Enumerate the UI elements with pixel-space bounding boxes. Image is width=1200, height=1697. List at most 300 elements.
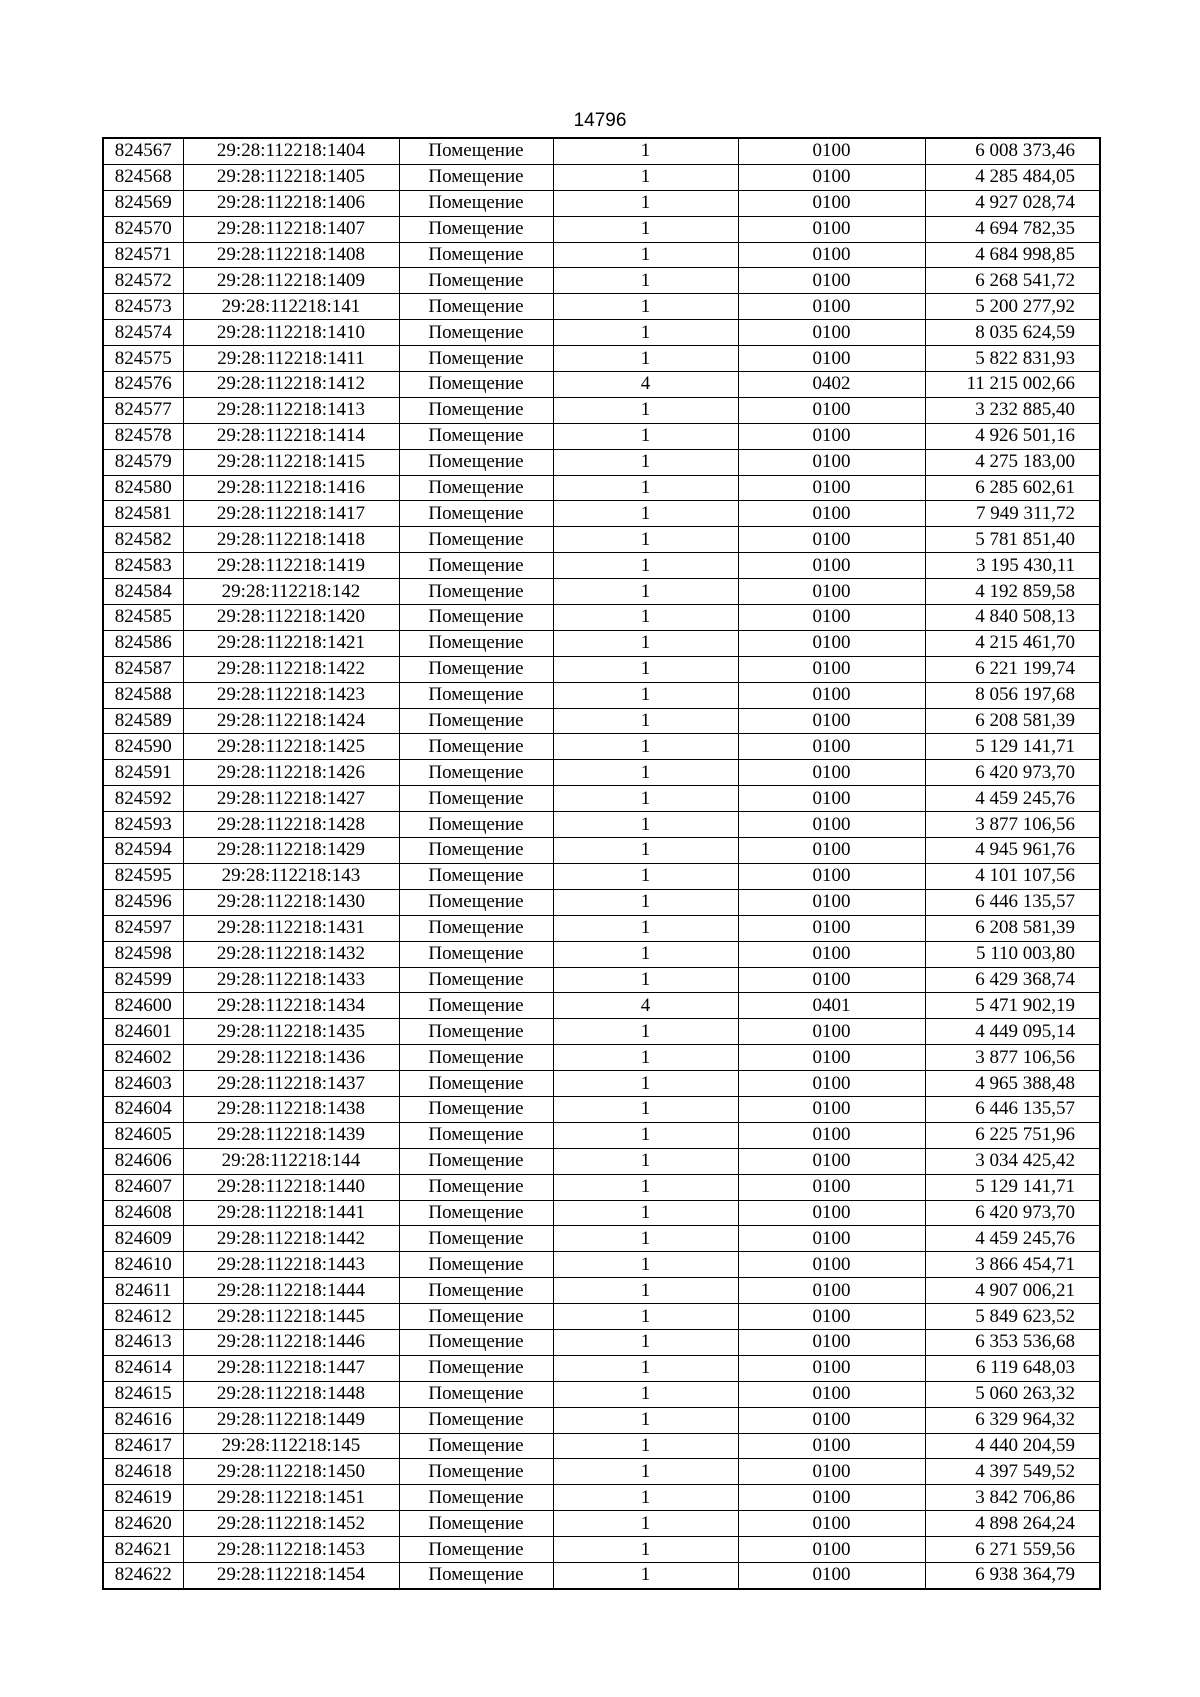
- code-cell: 0100: [738, 1407, 925, 1433]
- cadastral-number-cell: 29:28:112218:1429: [183, 838, 399, 864]
- cadastral-number-cell: 29:28:112218:1438: [183, 1096, 399, 1122]
- count-cell: 1: [553, 1045, 738, 1071]
- row-id-cell: 824613: [103, 1329, 183, 1355]
- count-cell: 1: [553, 320, 738, 346]
- row-id-cell: 824615: [103, 1381, 183, 1407]
- cadastral-number-cell: 29:28:112218:1444: [183, 1278, 399, 1304]
- object-type-cell: Помещение: [399, 1459, 553, 1485]
- value-cell: 6 446 135,57: [925, 1096, 1100, 1122]
- object-type-cell: Помещение: [399, 527, 553, 553]
- row-id-cell: 824592: [103, 786, 183, 812]
- cadastral-number-cell: 29:28:112218:1443: [183, 1252, 399, 1278]
- code-cell: 0100: [738, 708, 925, 734]
- table-row: [103, 138, 1100, 164]
- value-cell: 4 192 859,58: [925, 579, 1100, 605]
- cadastral-number-cell: 29:28:112218:1417: [183, 501, 399, 527]
- code-cell: 0100: [738, 1278, 925, 1304]
- code-cell: 0100: [738, 941, 925, 967]
- count-cell: 1: [553, 216, 738, 242]
- cadastral-number-cell: 29:28:112218:1414: [183, 423, 399, 449]
- row-id-cell: 824603: [103, 1071, 183, 1097]
- object-type-cell: Помещение: [399, 423, 553, 449]
- count-cell: 1: [553, 1278, 738, 1304]
- row-id-cell: 824620: [103, 1511, 183, 1537]
- cadastral-number-cell: 29:28:112218:1411: [183, 346, 399, 372]
- value-cell: 6 208 581,39: [925, 915, 1100, 941]
- object-type-cell: Помещение: [399, 863, 553, 889]
- code-cell: 0100: [738, 1071, 925, 1097]
- cadastral-number-cell: 29:28:112218:1451: [183, 1485, 399, 1511]
- value-cell: 3 877 106,56: [925, 1045, 1100, 1071]
- count-cell: 1: [553, 346, 738, 372]
- object-type-cell: Помещение: [399, 1329, 553, 1355]
- object-type-cell: Помещение: [399, 1407, 553, 1433]
- object-type-cell: Помещение: [399, 760, 553, 786]
- table-row: [103, 838, 1100, 864]
- count-cell: 1: [553, 656, 738, 682]
- count-cell: 1: [553, 1562, 738, 1588]
- row-id-cell: 824605: [103, 1122, 183, 1148]
- object-type-cell: Помещение: [399, 993, 553, 1019]
- cadastral-number-cell: 29:28:112218:1454: [183, 1562, 399, 1588]
- code-cell: 0100: [738, 294, 925, 320]
- table-row: [103, 889, 1100, 915]
- code-cell: 0100: [738, 268, 925, 294]
- cadastral-number-cell: 29:28:112218:1430: [183, 889, 399, 915]
- row-id-cell: 824602: [103, 1045, 183, 1071]
- table-row: [103, 1019, 1100, 1045]
- object-type-cell: Помещение: [399, 1019, 553, 1045]
- row-id-cell: 824569: [103, 190, 183, 216]
- table-row: [103, 216, 1100, 242]
- row-id-cell: 824601: [103, 1019, 183, 1045]
- code-cell: 0100: [738, 449, 925, 475]
- table-row: [103, 760, 1100, 786]
- cadastral-number-cell: 29:28:112218:1431: [183, 915, 399, 941]
- object-type-cell: Помещение: [399, 1122, 553, 1148]
- cadastral-number-cell: 29:28:112218:1415: [183, 449, 399, 475]
- row-id-cell: 824589: [103, 708, 183, 734]
- table-row: [103, 1174, 1100, 1200]
- row-id-cell: 824610: [103, 1252, 183, 1278]
- value-cell: 6 285 602,61: [925, 475, 1100, 501]
- count-cell: 1: [553, 708, 738, 734]
- code-cell: 0100: [738, 190, 925, 216]
- row-id-cell: 824606: [103, 1148, 183, 1174]
- row-id-cell: 824581: [103, 501, 183, 527]
- object-type-cell: Помещение: [399, 656, 553, 682]
- code-cell: 0100: [738, 346, 925, 372]
- table-row: [103, 475, 1100, 501]
- cadastral-number-cell: 29:28:112218:1435: [183, 1019, 399, 1045]
- code-cell: 0100: [738, 1096, 925, 1122]
- cadastral-number-cell: 29:28:112218:1419: [183, 553, 399, 579]
- value-cell: 4 684 998,85: [925, 242, 1100, 268]
- code-cell: 0100: [738, 889, 925, 915]
- value-cell: 4 898 264,24: [925, 1511, 1100, 1537]
- row-id-cell: 824585: [103, 605, 183, 631]
- count-cell: 1: [553, 1226, 738, 1252]
- value-cell: 8 056 197,68: [925, 682, 1100, 708]
- value-cell: 11 215 002,66: [925, 372, 1100, 398]
- cadastral-number-cell: 29:28:112218:1420: [183, 605, 399, 631]
- object-type-cell: Помещение: [399, 1096, 553, 1122]
- count-cell: 1: [553, 1304, 738, 1330]
- row-id-cell: 824598: [103, 941, 183, 967]
- row-id-cell: 824609: [103, 1226, 183, 1252]
- count-cell: 1: [553, 1511, 738, 1537]
- value-cell: 5 060 263,32: [925, 1381, 1100, 1407]
- value-cell: 6 420 973,70: [925, 760, 1100, 786]
- row-id-cell: 824580: [103, 475, 183, 501]
- object-type-cell: Помещение: [399, 1304, 553, 1330]
- value-cell: 6 271 559,56: [925, 1537, 1100, 1563]
- cadastral-number-cell: 29:28:112218:1445: [183, 1304, 399, 1330]
- count-cell: 1: [553, 682, 738, 708]
- count-cell: 1: [553, 786, 738, 812]
- row-id-cell: 824599: [103, 967, 183, 993]
- table-row: [103, 941, 1100, 967]
- value-cell: 4 397 549,52: [925, 1459, 1100, 1485]
- cadastral-number-cell: 29:28:112218:1448: [183, 1381, 399, 1407]
- object-type-cell: Помещение: [399, 579, 553, 605]
- cadastral-number-cell: 29:28:112218:1407: [183, 216, 399, 242]
- value-cell: 4 215 461,70: [925, 630, 1100, 656]
- row-id-cell: 824593: [103, 812, 183, 838]
- row-id-cell: 824612: [103, 1304, 183, 1330]
- value-cell: 6 429 368,74: [925, 967, 1100, 993]
- cadastral-number-cell: 29:28:112218:142: [183, 579, 399, 605]
- table-row: [103, 915, 1100, 941]
- cadastral-number-cell: 29:28:112218:1447: [183, 1355, 399, 1381]
- table-row: [103, 346, 1100, 372]
- table-row: [103, 1071, 1100, 1097]
- value-cell: 5 471 902,19: [925, 993, 1100, 1019]
- row-id-cell: 824622: [103, 1562, 183, 1588]
- cadastral-number-cell: 29:28:112218:144: [183, 1148, 399, 1174]
- object-type-cell: Помещение: [399, 1148, 553, 1174]
- count-cell: 1: [553, 1019, 738, 1045]
- table-row: [103, 1304, 1100, 1330]
- row-id-cell: 824572: [103, 268, 183, 294]
- cadastral-number-cell: 29:28:112218:1452: [183, 1511, 399, 1537]
- cadastral-number-cell: 29:28:112218:1424: [183, 708, 399, 734]
- object-type-cell: Помещение: [399, 190, 553, 216]
- object-type-cell: Помещение: [399, 1381, 553, 1407]
- row-id-cell: 824614: [103, 1355, 183, 1381]
- row-id-cell: 824584: [103, 579, 183, 605]
- value-cell: 4 459 245,76: [925, 1226, 1100, 1252]
- count-cell: 1: [553, 967, 738, 993]
- code-cell: 0100: [738, 242, 925, 268]
- table-row: [103, 242, 1100, 268]
- cadastral-number-cell: 29:28:112218:1416: [183, 475, 399, 501]
- cadastral-number-cell: 29:28:112218:1426: [183, 760, 399, 786]
- code-cell: 0100: [738, 1355, 925, 1381]
- count-cell: 1: [553, 449, 738, 475]
- code-cell: 0100: [738, 760, 925, 786]
- object-type-cell: Помещение: [399, 1562, 553, 1588]
- code-cell: 0100: [738, 527, 925, 553]
- cadastral-number-cell: 29:28:112218:1412: [183, 372, 399, 398]
- count-cell: 1: [553, 242, 738, 268]
- row-id-cell: 824590: [103, 734, 183, 760]
- table-row: [103, 630, 1100, 656]
- table-row: [103, 812, 1100, 838]
- cadastral-number-cell: 29:28:112218:1446: [183, 1329, 399, 1355]
- object-type-cell: Помещение: [399, 734, 553, 760]
- table-row: [103, 553, 1100, 579]
- table-row: [103, 1537, 1100, 1563]
- table-row: [103, 1407, 1100, 1433]
- cadastral-number-cell: 29:28:112218:1404: [183, 138, 399, 164]
- code-cell: 0100: [738, 656, 925, 682]
- count-cell: 1: [553, 1096, 738, 1122]
- count-cell: 1: [553, 1122, 738, 1148]
- value-cell: 7 949 311,72: [925, 501, 1100, 527]
- object-type-cell: Помещение: [399, 216, 553, 242]
- code-cell: 0100: [738, 1019, 925, 1045]
- object-type-cell: Помещение: [399, 967, 553, 993]
- object-type-cell: Помещение: [399, 294, 553, 320]
- count-cell: 1: [553, 1071, 738, 1097]
- code-cell: 0100: [738, 630, 925, 656]
- code-cell: 0100: [738, 734, 925, 760]
- row-id-cell: 824616: [103, 1407, 183, 1433]
- cadastral-number-cell: 29:28:112218:1423: [183, 682, 399, 708]
- code-cell: 0100: [738, 216, 925, 242]
- value-cell: 3 232 885,40: [925, 397, 1100, 423]
- cadastral-number-cell: 29:28:112218:141: [183, 294, 399, 320]
- table-row: [103, 708, 1100, 734]
- object-type-cell: Помещение: [399, 1537, 553, 1563]
- row-id-cell: 824577: [103, 397, 183, 423]
- row-id-cell: 824621: [103, 1537, 183, 1563]
- count-cell: 1: [553, 1407, 738, 1433]
- count-cell: 1: [553, 630, 738, 656]
- value-cell: 4 459 245,76: [925, 786, 1100, 812]
- table-row: [103, 320, 1100, 346]
- table-row: [103, 1459, 1100, 1485]
- row-id-cell: 824619: [103, 1485, 183, 1511]
- table-row: [103, 786, 1100, 812]
- count-cell: 1: [553, 579, 738, 605]
- count-cell: 1: [553, 760, 738, 786]
- code-cell: 0100: [738, 812, 925, 838]
- row-id-cell: 824617: [103, 1433, 183, 1459]
- count-cell: 4: [553, 372, 738, 398]
- value-cell: 5 129 141,71: [925, 734, 1100, 760]
- object-type-cell: Помещение: [399, 475, 553, 501]
- code-cell: 0100: [738, 475, 925, 501]
- table-row: [103, 967, 1100, 993]
- row-id-cell: 824586: [103, 630, 183, 656]
- row-id-cell: 824574: [103, 320, 183, 346]
- table-row: [103, 268, 1100, 294]
- count-cell: 1: [553, 1459, 738, 1485]
- code-cell: 0100: [738, 838, 925, 864]
- count-cell: 1: [553, 1252, 738, 1278]
- count-cell: 1: [553, 838, 738, 864]
- count-cell: 4: [553, 993, 738, 1019]
- table-row: [103, 372, 1100, 398]
- value-cell: 5 110 003,80: [925, 941, 1100, 967]
- registry-table-body: [103, 138, 1100, 1589]
- row-id-cell: 824576: [103, 372, 183, 398]
- code-cell: 0100: [738, 1459, 925, 1485]
- table-row: [103, 1381, 1100, 1407]
- table-row: [103, 1433, 1100, 1459]
- object-type-cell: Помещение: [399, 941, 553, 967]
- table-row: [103, 734, 1100, 760]
- row-id-cell: 824607: [103, 1174, 183, 1200]
- count-cell: 1: [553, 1433, 738, 1459]
- code-cell: 0100: [738, 1252, 925, 1278]
- code-cell: 0100: [738, 1485, 925, 1511]
- object-type-cell: Помещение: [399, 242, 553, 268]
- registry-table: [102, 137, 1101, 1590]
- count-cell: 1: [553, 553, 738, 579]
- table-row: [103, 1485, 1100, 1511]
- object-type-cell: Помещение: [399, 138, 553, 164]
- count-cell: 1: [553, 268, 738, 294]
- code-cell: 0100: [738, 138, 925, 164]
- cadastral-number-cell: 29:28:112218:1440: [183, 1174, 399, 1200]
- value-cell: 6 420 973,70: [925, 1200, 1100, 1226]
- code-cell: 0100: [738, 423, 925, 449]
- table-row: [103, 1278, 1100, 1304]
- object-type-cell: Помещение: [399, 838, 553, 864]
- code-cell: 0100: [738, 1329, 925, 1355]
- row-id-cell: 824611: [103, 1278, 183, 1304]
- count-cell: 1: [553, 1329, 738, 1355]
- count-cell: 1: [553, 812, 738, 838]
- row-id-cell: 824608: [103, 1200, 183, 1226]
- value-cell: 6 008 373,46: [925, 138, 1100, 164]
- value-cell: 4 694 782,35: [925, 216, 1100, 242]
- code-cell: 0100: [738, 915, 925, 941]
- count-cell: 1: [553, 138, 738, 164]
- row-id-cell: 824591: [103, 760, 183, 786]
- value-cell: 6 225 751,96: [925, 1122, 1100, 1148]
- object-type-cell: Помещение: [399, 320, 553, 346]
- table-row: [103, 682, 1100, 708]
- table-row: [103, 605, 1100, 631]
- value-cell: 4 840 508,13: [925, 605, 1100, 631]
- count-cell: 1: [553, 1381, 738, 1407]
- table-row: [103, 423, 1100, 449]
- table-row: [103, 1252, 1100, 1278]
- row-id-cell: 824568: [103, 164, 183, 190]
- cadastral-number-cell: 29:28:112218:1449: [183, 1407, 399, 1433]
- cadastral-number-cell: 29:28:112218:1442: [183, 1226, 399, 1252]
- cadastral-number-cell: 29:28:112218:1405: [183, 164, 399, 190]
- row-id-cell: 824600: [103, 993, 183, 1019]
- code-cell: 0100: [738, 1511, 925, 1537]
- value-cell: 5 781 851,40: [925, 527, 1100, 553]
- code-cell: 0100: [738, 682, 925, 708]
- value-cell: 6 353 536,68: [925, 1329, 1100, 1355]
- cadastral-number-cell: 29:28:112218:1441: [183, 1200, 399, 1226]
- value-cell: 4 275 183,00: [925, 449, 1100, 475]
- object-type-cell: Помещение: [399, 346, 553, 372]
- value-cell: 4 965 388,48: [925, 1071, 1100, 1097]
- code-cell: 0100: [738, 397, 925, 423]
- count-cell: 1: [553, 1148, 738, 1174]
- cadastral-number-cell: 29:28:112218:1409: [183, 268, 399, 294]
- value-cell: 3 842 706,86: [925, 1485, 1100, 1511]
- row-id-cell: 824579: [103, 449, 183, 475]
- cadastral-number-cell: 29:28:112218:1410: [183, 320, 399, 346]
- value-cell: 3 877 106,56: [925, 812, 1100, 838]
- object-type-cell: Помещение: [399, 501, 553, 527]
- row-id-cell: 824582: [103, 527, 183, 553]
- table-row: [103, 656, 1100, 682]
- code-cell: 0100: [738, 1226, 925, 1252]
- object-type-cell: Помещение: [399, 1200, 553, 1226]
- row-id-cell: 824575: [103, 346, 183, 372]
- code-cell: 0100: [738, 1433, 925, 1459]
- object-type-cell: Помещение: [399, 164, 553, 190]
- table-row: [103, 397, 1100, 423]
- row-id-cell: 824594: [103, 838, 183, 864]
- table-row: [103, 1226, 1100, 1252]
- value-cell: 3 866 454,71: [925, 1252, 1100, 1278]
- count-cell: 1: [553, 397, 738, 423]
- table-row: [103, 501, 1100, 527]
- row-id-cell: 824595: [103, 863, 183, 889]
- table-row: [103, 1355, 1100, 1381]
- object-type-cell: Помещение: [399, 682, 553, 708]
- code-cell: 0100: [738, 1200, 925, 1226]
- code-cell: 0100: [738, 501, 925, 527]
- object-type-cell: Помещение: [399, 397, 553, 423]
- count-cell: 1: [553, 605, 738, 631]
- cadastral-number-cell: 29:28:112218:1453: [183, 1537, 399, 1563]
- value-cell: 4 285 484,05: [925, 164, 1100, 190]
- cadastral-number-cell: 29:28:112218:1408: [183, 242, 399, 268]
- table-row: [103, 1148, 1100, 1174]
- row-id-cell: 824596: [103, 889, 183, 915]
- object-type-cell: Помещение: [399, 786, 553, 812]
- object-type-cell: Помещение: [399, 889, 553, 915]
- value-cell: 6 208 581,39: [925, 708, 1100, 734]
- value-cell: 4 945 961,76: [925, 838, 1100, 864]
- cadastral-number-cell: 29:28:112218:143: [183, 863, 399, 889]
- table-row: [103, 1045, 1100, 1071]
- value-cell: 6 119 648,03: [925, 1355, 1100, 1381]
- count-cell: 1: [553, 423, 738, 449]
- table-row: [103, 1096, 1100, 1122]
- cadastral-number-cell: 29:28:112218:1434: [183, 993, 399, 1019]
- count-cell: 1: [553, 527, 738, 553]
- code-cell: 0100: [738, 320, 925, 346]
- cadastral-number-cell: 29:28:112218:1450: [183, 1459, 399, 1485]
- object-type-cell: Помещение: [399, 1071, 553, 1097]
- row-id-cell: 824583: [103, 553, 183, 579]
- count-cell: 1: [553, 1174, 738, 1200]
- object-type-cell: Помещение: [399, 812, 553, 838]
- row-id-cell: 824604: [103, 1096, 183, 1122]
- table-row: [103, 1511, 1100, 1537]
- cadastral-number-cell: 29:28:112218:1418: [183, 527, 399, 553]
- row-id-cell: 824588: [103, 682, 183, 708]
- table-row: [103, 863, 1100, 889]
- code-cell: 0100: [738, 1174, 925, 1200]
- object-type-cell: Помещение: [399, 1485, 553, 1511]
- table-row: [103, 449, 1100, 475]
- code-cell: 0100: [738, 1045, 925, 1071]
